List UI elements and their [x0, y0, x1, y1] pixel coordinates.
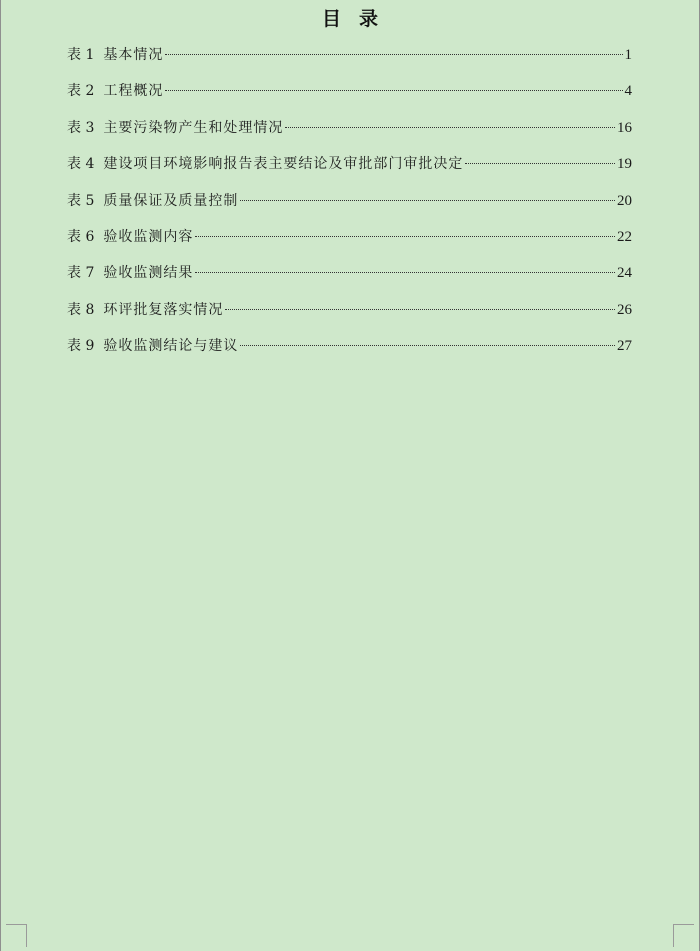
toc-entry-title: 工程概况 [103, 83, 164, 100]
toc-entry-page: 20 [617, 192, 632, 209]
toc-entry-page: 27 [617, 338, 632, 355]
toc-entry-title: 质量保证及质量控制 [103, 192, 239, 209]
toc-dot-leader [165, 54, 622, 55]
toc-entry-prefix: 表 3 [67, 119, 95, 136]
toc-entry[interactable] [67, 45, 632, 81]
toc-entry[interactable] [67, 154, 632, 190]
toc-entry-title: 建设项目环境影响报告表主要结论及审批部门审批决定 [103, 156, 464, 173]
page-left-edge [0, 0, 1, 951]
toc-entry[interactable] [67, 263, 632, 299]
toc-entry-page: 4 [624, 83, 632, 100]
margin-corner-bottom-left [6, 924, 27, 947]
toc-entry-prefix: 表 5 [67, 192, 95, 209]
toc-entry-page: 16 [617, 119, 632, 136]
toc-entry-title: 验收监测内容 [103, 228, 194, 245]
toc-entry-title: 主要污染物产生和处理情况 [103, 119, 284, 136]
toc-dot-leader [165, 90, 622, 91]
toc-entry-prefix: 表 7 [67, 265, 95, 282]
toc-entry-prefix: 表 8 [67, 301, 95, 318]
toc-dot-leader [465, 163, 615, 164]
toc-entry-page: 26 [617, 301, 632, 318]
toc-entry-prefix: 表 6 [67, 228, 95, 245]
toc-dot-leader [195, 272, 615, 273]
toc-entry-title: 基本情况 [103, 47, 164, 63]
toc-entry-prefix: 表 4 [67, 156, 95, 173]
toc-entry-prefix: 表 9 [67, 338, 95, 355]
toc-entry-page: 22 [617, 228, 632, 245]
toc-dot-leader [195, 236, 615, 237]
toc-dot-leader [240, 200, 615, 201]
toc-dot-leader [240, 345, 615, 346]
toc-entry[interactable] [67, 300, 632, 336]
toc-entry-title: 验收监测结论与建议 [103, 338, 239, 355]
toc-entry-title: 验收监测结果 [103, 265, 194, 282]
toc-dot-leader [225, 309, 615, 310]
toc-entry-prefix: 表 1 [67, 47, 95, 63]
toc-entry[interactable] [67, 336, 632, 372]
toc-entry-prefix: 表 2 [67, 83, 95, 100]
toc-entry[interactable] [67, 81, 632, 117]
table-of-contents [67, 45, 632, 373]
page-title: 目录 [321, 8, 396, 30]
toc-entry-page: 1 [624, 47, 632, 63]
toc-entry[interactable] [67, 191, 632, 227]
toc-entry[interactable] [67, 227, 632, 263]
toc-dot-leader [285, 127, 615, 128]
toc-entry[interactable] [67, 118, 632, 154]
toc-entry-title: 环评批复落实情况 [103, 301, 224, 318]
toc-entry-page: 19 [617, 156, 632, 173]
margin-corner-bottom-right [673, 924, 694, 947]
toc-entry-page: 24 [617, 265, 632, 282]
